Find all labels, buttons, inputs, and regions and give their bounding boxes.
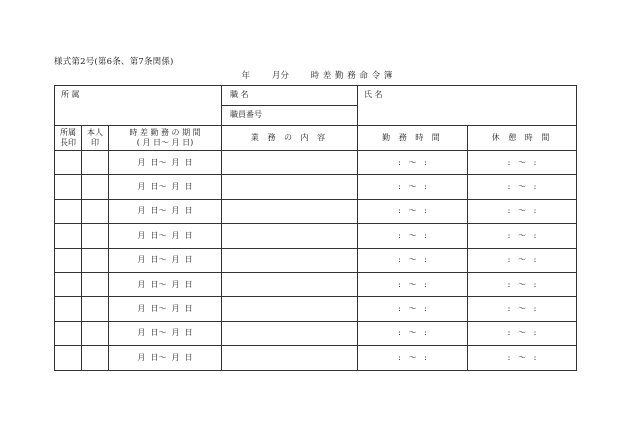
table-row [55, 151, 577, 175]
own-seal-label-1: 本人 [87, 128, 103, 137]
work-hours-cell[interactable] [358, 224, 468, 248]
table-row [55, 224, 577, 248]
work-content-cell[interactable] [222, 346, 358, 370]
work-hours-cell-text: : 〜 : [398, 182, 427, 192]
work-content-cell[interactable] [222, 321, 358, 345]
order-register-table [54, 85, 577, 371]
break-hours-cell[interactable] [468, 175, 577, 199]
affiliation-field[interactable] [55, 86, 222, 126]
period-header [109, 126, 222, 151]
break-hours-cell[interactable] [468, 272, 577, 296]
name-field[interactable] [358, 86, 577, 126]
own-seal-cell[interactable] [82, 272, 109, 296]
work-hours-cell-text: : 〜 : [398, 279, 427, 289]
break-hours-cell[interactable] [468, 199, 577, 223]
work-hours-cell-text: : 〜 : [398, 255, 427, 265]
period-cell[interactable] [109, 151, 222, 175]
period-cell[interactable] [109, 272, 222, 296]
own-seal-cell[interactable] [82, 151, 109, 175]
break-hours-cell[interactable] [468, 224, 577, 248]
table-row [55, 346, 577, 370]
break-hours-cell-text: : 〜 : [507, 182, 537, 192]
own-seal-header [82, 126, 109, 151]
break-hours-cell[interactable] [468, 321, 577, 345]
work-hours-cell-text: : 〜 : [398, 352, 427, 362]
period-cell-text: 月 日〜 月 日 [137, 157, 193, 167]
work-content-cell[interactable] [222, 297, 358, 321]
break-hours-cell-text: : 〜 : [507, 328, 537, 338]
period-cell[interactable] [109, 321, 222, 345]
head-seal-cell[interactable] [55, 297, 82, 321]
work-hours-cell-text: : 〜 : [398, 157, 427, 167]
affiliation-label: 所 属 [61, 90, 80, 99]
work-content-cell[interactable] [222, 272, 358, 296]
work-hours-cell-text: : 〜 : [398, 206, 427, 216]
period-cell-text: 月 日〜 月 日 [137, 279, 193, 289]
break-hours-cell[interactable] [468, 297, 577, 321]
work-hours-cell[interactable] [358, 346, 468, 370]
break-hours-cell-text: : 〜 : [507, 352, 537, 362]
table-row [55, 272, 577, 296]
period-cell-text: 月 日〜 月 日 [137, 304, 193, 314]
head-seal-label-1: 所属 [60, 128, 76, 137]
work-content-header [222, 126, 358, 151]
head-seal-cell[interactable] [55, 321, 82, 345]
period-cell-text: 月 日〜 月 日 [137, 328, 193, 338]
table-row [55, 199, 577, 223]
own-seal-cell[interactable] [82, 346, 109, 370]
work-hours-label: 勤 務 時 間 [382, 133, 443, 142]
work-hours-cell[interactable] [358, 321, 468, 345]
title-name: 時 差 勤 務 命 令 簿 [310, 71, 393, 81]
period-label-1: 時 差 勤 務 の 期 間 [129, 128, 201, 137]
break-hours-cell-text: : 〜 : [507, 304, 537, 314]
document-title [0, 69, 630, 81]
table-row [55, 175, 577, 199]
break-hours-label: 休 憩 時 間 [491, 133, 553, 142]
head-seal-cell[interactable] [55, 175, 82, 199]
break-hours-cell[interactable] [468, 346, 577, 370]
break-hours-cell-text: : 〜 : [507, 279, 537, 289]
break-hours-cell[interactable] [468, 248, 577, 272]
period-cell[interactable] [109, 224, 222, 248]
work-content-cell[interactable] [222, 248, 358, 272]
position-field[interactable] [222, 86, 358, 106]
period-cell-text: 月 日〜 月 日 [137, 206, 193, 216]
period-cell-text: 月 日〜 月 日 [137, 182, 193, 192]
break-hours-header [468, 126, 577, 151]
break-hours-cell[interactable] [468, 151, 577, 175]
period-cell-text: 月 日〜 月 日 [137, 230, 193, 240]
period-cell[interactable] [109, 199, 222, 223]
work-hours-cell[interactable] [358, 175, 468, 199]
break-hours-cell-text: : 〜 : [507, 255, 537, 265]
break-hours-cell-text: : 〜 : [507, 206, 537, 216]
head-seal-cell[interactable] [55, 151, 82, 175]
title-year: 年 [241, 71, 251, 81]
own-seal-cell[interactable] [82, 199, 109, 223]
work-content-cell[interactable] [222, 224, 358, 248]
table-row [55, 321, 577, 345]
table-row [55, 248, 577, 272]
own-seal-cell[interactable] [82, 321, 109, 345]
break-hours-cell-text: : 〜 : [507, 157, 537, 167]
work-content-label: 業 務 の 内 容 [250, 133, 329, 142]
table-body [55, 151, 577, 371]
period-label-2: ( 月 日〜 月 日) [136, 138, 194, 147]
head-seal-label-2: 長印 [60, 138, 76, 147]
work-hours-cell[interactable] [358, 199, 468, 223]
work-hours-header [358, 126, 468, 151]
position-label: 職 名 [230, 90, 249, 99]
work-hours-cell[interactable] [358, 297, 468, 321]
own-seal-cell[interactable] [82, 297, 109, 321]
head-seal-cell[interactable] [55, 346, 82, 370]
form-number: 様式第2号(第6条、第7条関係) [54, 57, 174, 67]
own-seal-cell[interactable] [82, 248, 109, 272]
head-seal-cell[interactable] [55, 224, 82, 248]
work-hours-cell-text: : 〜 : [398, 304, 427, 314]
work-hours-cell[interactable] [358, 151, 468, 175]
work-hours-cell-text: : 〜 : [398, 230, 427, 240]
period-cell[interactable] [109, 248, 222, 272]
employee-no-label: 職員番号 [230, 110, 262, 119]
work-hours-cell-text: : 〜 : [398, 328, 427, 338]
work-content-cell[interactable] [222, 199, 358, 223]
employee-no-field[interactable] [222, 106, 358, 126]
head-seal-cell[interactable] [55, 199, 82, 223]
head-seal-cell[interactable] [55, 248, 82, 272]
period-cell-text: 月 日〜 月 日 [137, 255, 193, 265]
work-content-cell[interactable] [222, 175, 358, 199]
head-seal-header [55, 126, 82, 151]
period-cell[interactable] [109, 346, 222, 370]
own-seal-cell[interactable] [82, 175, 109, 199]
own-seal-cell[interactable] [82, 224, 109, 248]
break-hours-cell-text: : 〜 : [507, 230, 537, 240]
head-seal-cell[interactable] [55, 272, 82, 296]
period-cell-text: 月 日〜 月 日 [137, 352, 193, 362]
period-cell[interactable] [109, 297, 222, 321]
table-row [55, 297, 577, 321]
work-hours-cell[interactable] [358, 272, 468, 296]
title-month: 月分 [271, 71, 289, 81]
own-seal-label-2: 印 [91, 138, 99, 147]
name-label: 氏 名 [364, 90, 383, 99]
work-hours-cell[interactable] [358, 248, 468, 272]
period-cell[interactable] [109, 175, 222, 199]
work-content-cell[interactable] [222, 151, 358, 175]
